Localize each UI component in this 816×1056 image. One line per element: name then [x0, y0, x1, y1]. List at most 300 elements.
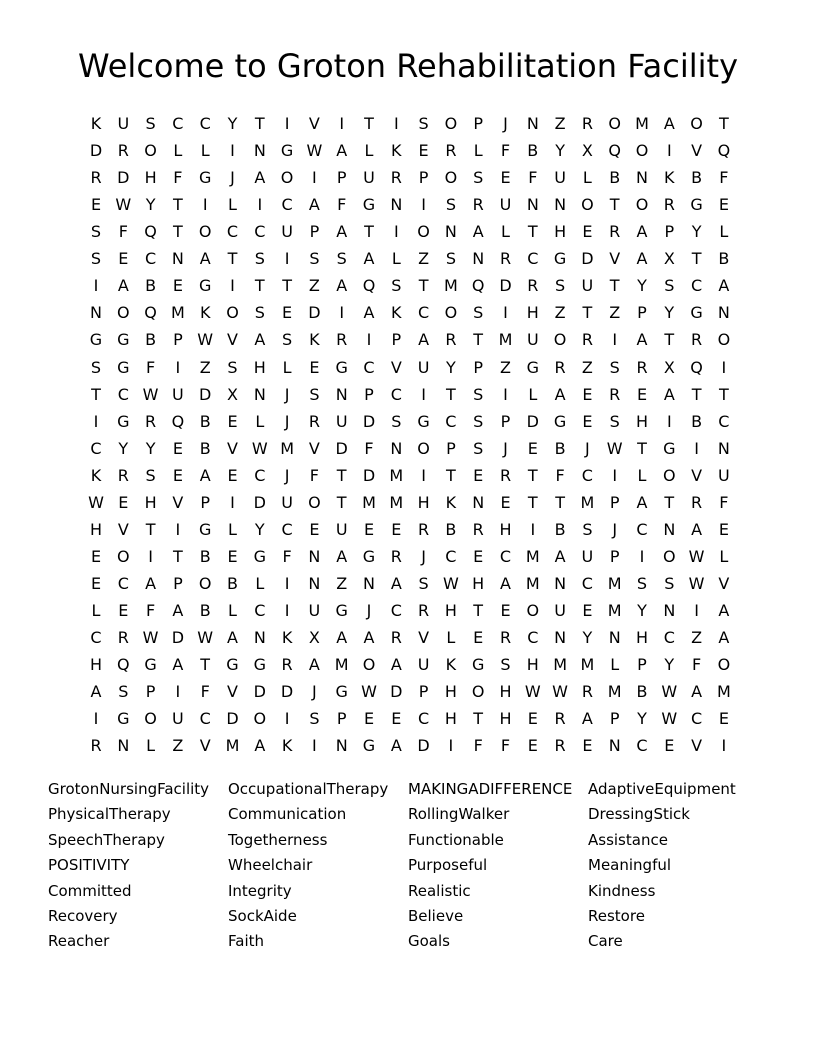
grid-letter: N	[472, 492, 485, 512]
grid-letter: S	[473, 438, 484, 458]
grid-letter: V	[718, 573, 730, 593]
grid-letter: Y	[227, 114, 238, 133]
grid-letter: K	[445, 492, 457, 512]
grid-letter: I	[721, 357, 727, 377]
grid-letter: T	[173, 222, 183, 242]
grid-letter: A	[336, 628, 348, 647]
grid-letter: W	[88, 492, 104, 512]
grid-letter: A	[145, 573, 157, 593]
grid-letter: A	[390, 736, 402, 756]
grid-letter: V	[691, 465, 703, 485]
grid-letter: N	[526, 114, 539, 133]
grid-letter: Y	[446, 357, 456, 377]
grid-letter: I	[148, 546, 153, 566]
grid-letter: G	[117, 357, 130, 377]
grid-letter: L	[501, 222, 510, 242]
grid-letter: A	[718, 628, 730, 647]
grid-letter: W	[606, 438, 623, 458]
grid-letter: T	[609, 276, 620, 296]
grid-letter: D	[280, 682, 294, 702]
grid-letter: H	[526, 655, 539, 674]
grid-letter: P	[309, 222, 320, 242]
grid-letter: T	[364, 222, 374, 242]
grid-letter: L	[228, 519, 237, 539]
grid-letter: I	[666, 411, 672, 431]
grid-letter: N	[554, 573, 567, 593]
grid-letter: R	[636, 357, 648, 377]
grid-letter: G	[362, 195, 376, 215]
grid-letter: C	[663, 628, 675, 647]
grid-letter: D	[499, 276, 512, 296]
grid-letter: S	[336, 249, 347, 269]
grid-letter: L	[91, 600, 101, 620]
grid-letter: O	[226, 303, 239, 323]
word-list-item: Committed	[48, 881, 132, 900]
grid-letter: H	[444, 600, 457, 620]
grid-letter: G	[89, 330, 103, 350]
grid-letter: I	[230, 492, 235, 512]
grid-letter: C	[691, 709, 703, 729]
grid-letter: H	[444, 682, 457, 702]
grid-letter: Y	[664, 655, 675, 674]
grid-letter: C	[226, 222, 239, 242]
grid-letter: F	[145, 357, 156, 377]
grid-letter: E	[500, 600, 511, 620]
grid-letter: G	[362, 736, 376, 756]
grid-letter: M	[580, 655, 595, 674]
grid-letter: A	[636, 492, 648, 512]
grid-letter: F	[500, 736, 511, 756]
grid-letter: T	[173, 195, 183, 215]
grid-letter: G	[280, 141, 294, 161]
grid-letter: D	[253, 492, 266, 512]
grid-letter: D	[581, 249, 594, 269]
grid-letter: G	[553, 249, 567, 269]
grid-letter: E	[363, 519, 375, 539]
grid-letter: Q	[144, 303, 157, 323]
grid-letter: E	[90, 195, 102, 215]
grid-letter: R	[308, 411, 320, 431]
grid-letter: Y	[691, 222, 702, 242]
grid-letter: J	[421, 546, 426, 566]
word-list-item: Goals	[408, 932, 450, 951]
grid-letter: C	[117, 384, 129, 404]
grid-letter: S	[445, 249, 456, 269]
grid-letter: R	[472, 519, 484, 539]
grid-letter: F	[145, 600, 156, 620]
word-list-item: Functionable	[408, 830, 504, 849]
word-list-item: Assistance	[588, 830, 668, 849]
grid-letter: N	[308, 546, 321, 566]
grid-letter: A	[227, 628, 238, 647]
grid-letter: O	[308, 492, 321, 512]
grid-letter: Y	[145, 438, 156, 458]
grid-letter: I	[175, 519, 181, 539]
grid-letter: E	[309, 519, 320, 539]
grid-letter: A	[363, 628, 375, 647]
grid-letter: I	[366, 330, 372, 350]
grid-letter: C	[445, 546, 457, 566]
grid-letter: J	[612, 519, 618, 539]
grid-letter: C	[527, 249, 539, 269]
grid-letter: M	[525, 573, 540, 593]
grid-letter: R	[390, 546, 402, 566]
grid-letter: Y	[637, 600, 647, 620]
grid-letter: E	[227, 546, 238, 566]
grid-letter: U	[417, 357, 430, 377]
grid-letter: Q	[144, 222, 157, 242]
grid-letter: H	[144, 492, 157, 512]
grid-letter: D	[362, 411, 376, 431]
grid-letter: K	[281, 736, 293, 756]
grid-letter: A	[554, 384, 566, 404]
grid-letter: N	[608, 628, 621, 647]
grid-letter: W	[142, 628, 159, 647]
grid-letter: A	[718, 276, 730, 296]
grid-letter: H	[444, 709, 457, 729]
grid-letter: P	[637, 655, 647, 674]
grid-letter: E	[582, 736, 593, 756]
grid-letter: S	[391, 276, 402, 296]
grid-letter: R	[581, 114, 593, 133]
grid-letter: T	[145, 519, 156, 539]
grid-letter: L	[282, 357, 292, 377]
grid-letter: H	[417, 492, 430, 512]
grid-letter: R	[145, 411, 157, 431]
grid-letter: S	[473, 384, 484, 404]
grid-letter: W	[552, 682, 568, 702]
grid-letter: U	[499, 195, 512, 215]
grid-letter: S	[445, 195, 456, 215]
grid-letter: W	[442, 573, 459, 593]
grid-letter: H	[499, 682, 512, 702]
grid-letter: O	[144, 141, 157, 161]
grid-letter: W	[251, 438, 268, 458]
grid-letter: C	[254, 222, 266, 242]
grid-letter: G	[335, 682, 348, 702]
grid-letter: C	[90, 628, 102, 647]
grid-letter: S	[227, 357, 238, 377]
grid-letter: S	[555, 276, 566, 296]
grid-letter: H	[499, 519, 512, 539]
grid-letter: I	[284, 114, 290, 133]
grid-letter: S	[500, 655, 511, 674]
grid-letter: A	[663, 384, 675, 404]
grid-letter: D	[226, 709, 239, 729]
grid-letter: O	[417, 222, 430, 242]
grid-letter: T	[282, 276, 292, 296]
grid-letter: Z	[336, 573, 348, 593]
grid-letter: T	[719, 384, 729, 404]
grid-letter: I	[612, 465, 618, 485]
grid-letter: O	[280, 168, 294, 188]
grid-letter: Z	[500, 357, 511, 377]
grid-letter: Q	[171, 411, 185, 431]
grid-letter: P	[391, 330, 402, 350]
grid-letter: V	[418, 628, 430, 647]
grid-letter: Y	[637, 709, 647, 729]
grid-letter: R	[117, 141, 129, 161]
grid-letter: S	[391, 411, 402, 431]
grid-letter: Y	[582, 628, 593, 647]
grid-letter: A	[390, 655, 402, 674]
grid-letter: U	[718, 465, 730, 485]
grid-letter: E	[172, 438, 183, 458]
grid-letter: N	[253, 384, 266, 404]
grid-letter: N	[717, 303, 730, 323]
grid-letter: P	[173, 573, 183, 593]
grid-letter: R	[90, 168, 102, 188]
grid-letter: M	[170, 303, 185, 323]
grid-letter: B	[199, 600, 211, 620]
word-list-item: MAKINGADIFFERENCE	[408, 780, 573, 798]
word-list-item: Faith	[228, 932, 264, 951]
grid-letter: U	[117, 114, 130, 133]
grid-letter: I	[694, 600, 699, 620]
grid-letter: A	[254, 736, 266, 756]
grid-letter: S	[90, 249, 102, 269]
grid-letter: T	[527, 222, 538, 242]
grid-letter: O	[253, 709, 267, 729]
word-list-item: Recovery	[48, 907, 118, 925]
grid-letter: Q	[608, 141, 621, 161]
grid-letter: N	[390, 195, 403, 215]
grid-letter: K	[391, 141, 402, 161]
grid-letter: G	[117, 330, 130, 350]
grid-letter: Z	[199, 357, 211, 377]
grid-letter: K	[309, 330, 320, 350]
grid-letter: R	[554, 736, 566, 756]
grid-letter: T	[336, 492, 347, 512]
grid-letter: E	[636, 384, 648, 404]
grid-letter: N	[335, 384, 348, 404]
grid-letter: E	[582, 222, 593, 242]
grid-letter: R	[581, 330, 593, 350]
grid-letter: G	[471, 655, 485, 674]
grid-letter: M	[607, 600, 622, 620]
grid-letter: E	[227, 411, 238, 431]
grid-letter: H	[635, 411, 649, 431]
grid-letter: E	[391, 709, 402, 729]
grid-letter: I	[339, 114, 345, 133]
grid-letter: S	[473, 303, 484, 323]
grid-letter: V	[308, 438, 320, 458]
grid-letter: M	[389, 492, 404, 512]
word-list-item: DressingStick	[588, 805, 690, 824]
grid-letter: N	[444, 222, 457, 242]
grid-letter: O	[471, 682, 485, 702]
grid-letter: I	[503, 384, 508, 404]
grid-letter: U	[581, 546, 594, 566]
grid-letter: R	[527, 276, 539, 296]
grid-letter: T	[418, 276, 429, 296]
grid-letter: Q	[690, 357, 703, 377]
word-list-item: OccupationalTherapy	[228, 780, 389, 798]
grid-letter: L	[719, 222, 729, 242]
grid-letter: C	[581, 465, 593, 485]
grid-letter: O	[417, 438, 430, 458]
grid-letter: A	[718, 600, 730, 620]
grid-letter: W	[361, 682, 377, 702]
grid-letter: O	[717, 655, 731, 674]
grid-letter: S	[309, 709, 320, 729]
grid-letter: A	[390, 573, 402, 593]
grid-letter: N	[663, 600, 676, 620]
grid-letter: A	[308, 655, 320, 674]
grid-letter: T	[254, 276, 265, 296]
grid-letter: P	[664, 222, 675, 242]
grid-letter: N	[171, 249, 184, 269]
grid-letter: T	[446, 465, 456, 485]
grid-letter: M	[389, 465, 404, 485]
grid-letter: S	[145, 114, 156, 133]
grid-letter: G	[117, 709, 130, 729]
grid-letter: T	[473, 709, 484, 729]
grid-letter: A	[199, 465, 211, 485]
grid-letter: C	[581, 573, 593, 593]
word-list-item: Wheelchair	[228, 856, 313, 875]
word-list-item: Kindness	[588, 881, 656, 900]
grid-letter: O	[635, 195, 649, 215]
grid-letter: G	[226, 655, 239, 674]
grid-letter: E	[227, 465, 238, 485]
grid-letter: U	[335, 519, 348, 539]
grid-letter: D	[335, 438, 348, 458]
grid-letter: E	[172, 276, 183, 296]
word-list-item: Togetherness	[228, 830, 328, 849]
grid-letter: Q	[717, 141, 731, 161]
grid-letter: T	[691, 249, 702, 269]
grid-letter: I	[257, 195, 263, 215]
grid-letter: U	[335, 411, 348, 431]
grid-letter: W	[306, 141, 323, 161]
grid-letter: T	[664, 330, 675, 350]
grid-letter: W	[197, 628, 214, 647]
grid-letter: U	[526, 330, 539, 350]
grid-letter: A	[336, 276, 348, 296]
grid-letter: P	[336, 168, 347, 188]
grid-letter: F	[173, 168, 183, 188]
grid-letter: E	[718, 709, 729, 729]
grid-letter: R	[336, 330, 348, 350]
grid-letter: A	[336, 141, 348, 161]
word-list-item: Meaningful	[588, 856, 672, 875]
grid-letter: C	[636, 736, 648, 756]
grid-letter: E	[500, 168, 511, 188]
grid-letter: P	[473, 357, 484, 377]
grid-letter: F	[200, 682, 210, 702]
grid-letter: L	[637, 465, 647, 485]
grid-letter: U	[581, 276, 594, 296]
grid-letter: H	[472, 573, 485, 593]
word-list-item: Reacher	[48, 932, 110, 951]
grid-letter: A	[117, 276, 129, 296]
grid-letter: V	[117, 519, 129, 539]
grid-letter: U	[417, 655, 430, 674]
grid-letter: C	[445, 411, 457, 431]
grid-letter: E	[118, 600, 129, 620]
grid-letter: M	[498, 330, 513, 350]
grid-letter: C	[90, 438, 102, 458]
grid-letter: I	[93, 709, 99, 729]
grid-letter: P	[637, 303, 647, 323]
grid-letter: J	[284, 411, 290, 431]
grid-letter: G	[198, 168, 212, 188]
grid-letter: U	[554, 600, 566, 620]
word-list-item: GrotonNursingFacility	[48, 780, 210, 798]
grid-letter: J	[585, 438, 590, 458]
grid-letter: V	[691, 736, 703, 756]
grid-letter: R	[499, 465, 512, 485]
grid-letter: N	[472, 249, 485, 269]
grid-letter: I	[230, 276, 235, 296]
grid-letter: E	[418, 141, 429, 161]
grid-letter: E	[582, 384, 593, 404]
grid-letter: F	[528, 168, 538, 188]
grid-letter: P	[200, 492, 211, 512]
grid-letter: C	[281, 195, 293, 215]
grid-letter: F	[337, 195, 347, 215]
grid-letter: E	[282, 303, 293, 323]
grid-letter: S	[636, 573, 648, 593]
grid-letter: I	[175, 357, 181, 377]
grid-letter: V	[199, 736, 211, 756]
grid-letter: O	[117, 303, 130, 323]
grid-letter: E	[527, 438, 538, 458]
grid-letter: A	[199, 249, 211, 269]
grid-letter: Y	[664, 303, 675, 323]
grid-letter: I	[312, 168, 317, 188]
grid-letter: I	[230, 141, 235, 161]
grid-letter: L	[528, 384, 538, 404]
grid-letter: R	[390, 628, 402, 647]
grid-letter: O	[663, 465, 676, 485]
grid-letter: G	[526, 357, 539, 377]
grid-letter: N	[335, 736, 348, 756]
grid-letter: H	[554, 222, 567, 242]
grid-letter: I	[284, 573, 290, 593]
grid-letter: I	[284, 600, 290, 620]
grid-letter: C	[117, 573, 129, 593]
grid-letter: F	[500, 141, 511, 161]
grid-letter: M	[334, 655, 349, 674]
grid-letter: K	[391, 303, 402, 323]
grid-letter: I	[421, 195, 426, 215]
grid-letter: C	[636, 519, 648, 539]
grid-letter: B	[445, 519, 457, 539]
word-list-item: Restore	[588, 907, 645, 925]
grid-letter: T	[664, 492, 675, 512]
grid-letter: T	[173, 546, 183, 566]
grid-letter: I	[284, 249, 290, 269]
grid-letter: O	[526, 600, 540, 620]
grid-letter: B	[636, 682, 648, 702]
grid-letter: Z	[418, 249, 430, 269]
grid-letter: F	[719, 492, 729, 512]
grid-letter: F	[118, 222, 128, 242]
word-list-item: SpeechTherapy	[48, 830, 165, 849]
grid-letter: F	[691, 655, 702, 674]
grid-letter: V	[227, 330, 238, 350]
grid-letter: L	[228, 600, 237, 620]
grid-letter: C	[145, 249, 157, 269]
word-list-item: PhysicalTherapy	[48, 805, 171, 824]
grid-letter: W	[661, 682, 678, 702]
grid-letter: F	[473, 736, 483, 756]
grid-letter: U	[554, 168, 566, 188]
grid-letter: I	[694, 438, 699, 458]
grid-letter: W	[688, 573, 705, 593]
